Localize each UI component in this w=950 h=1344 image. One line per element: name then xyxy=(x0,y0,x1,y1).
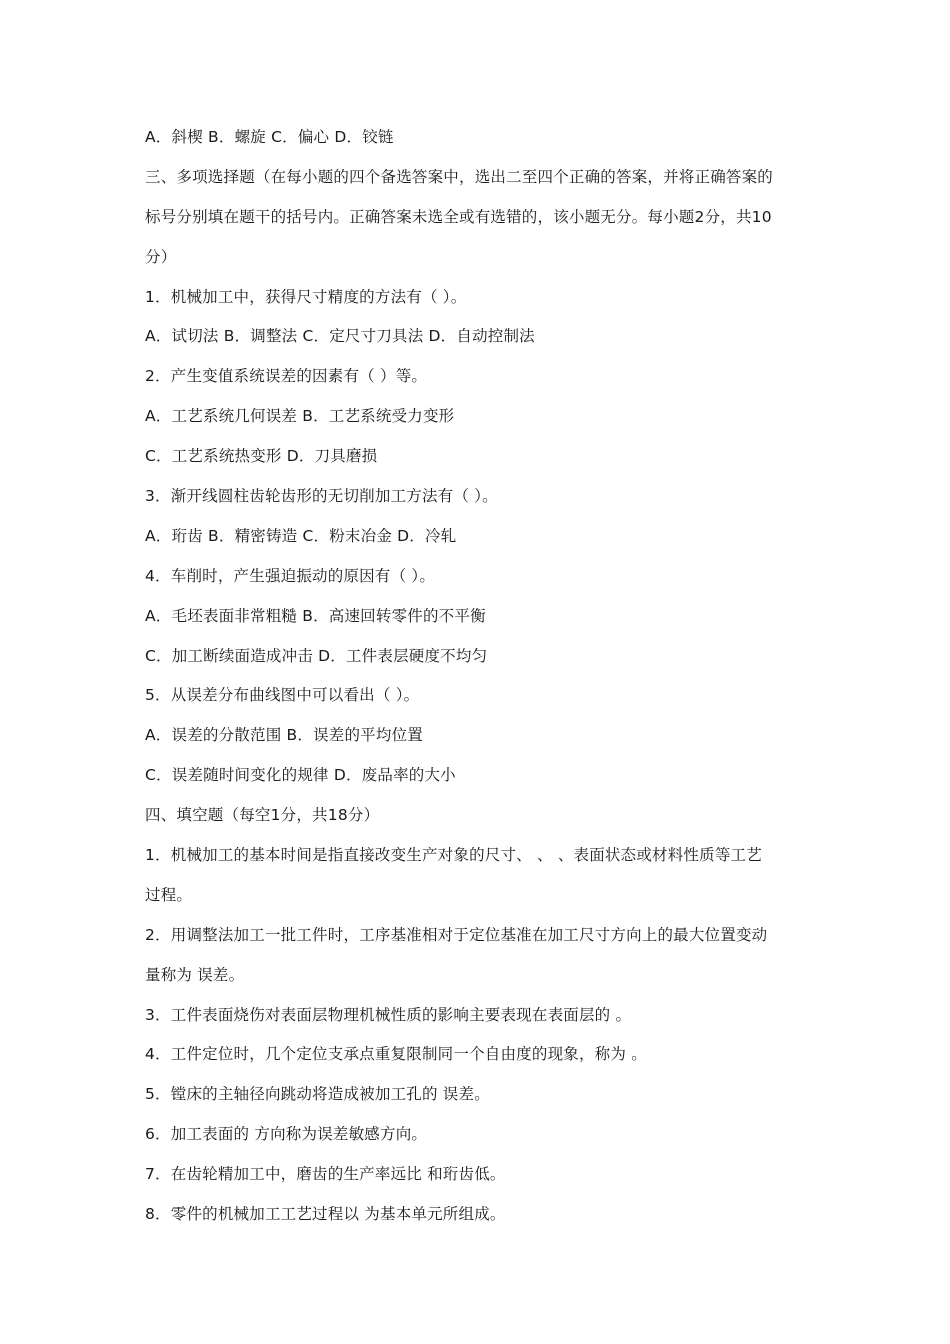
question-line: 2．产生变值系统误差的因素有（ ）等。 xyxy=(145,367,428,386)
text-line: 标号分别填在题干的括号内。正确答案未选全或有选错的，该小题无分。每小题2分，共10 xyxy=(145,207,772,226)
section-heading-multiple-choice: 三、多项选择题（在每小题的四个备选答案中，选出二至四个正确的答案，并将正确答案的 xyxy=(145,167,774,186)
text-line: 量称为 误差。 xyxy=(145,965,245,984)
question-line: 2．用调整法加工一批工件时，工序基准相对于定位基准在加工尺寸方向上的最大位置变动 xyxy=(145,925,768,944)
options-line: A．珩齿 B．精密铸造 C．粉末冶金 D．冷轧 xyxy=(145,526,457,545)
options-line: C．工艺系统热变形 D．刀具磨损 xyxy=(145,447,378,466)
question-line: 5．从误差分布曲线图中可以看出（ ）。 xyxy=(145,686,420,705)
question-line: 4．车削时，产生强迫振动的原因有（ ）。 xyxy=(145,566,436,585)
options-line: A．误差的分散范围 B．误差的平均位置 xyxy=(145,726,423,745)
question-line: 1．机械加工的基本时间是指直接改变生产对象的尺寸、 、 、表面状态或材料性质等工艺 xyxy=(145,846,762,865)
options-line: A．毛坯表面非常粗糙 B．高速回转零件的不平衡 xyxy=(145,606,486,625)
options-line: A．试切法 B．调整法 C．定尺寸刀具法 D．自动控制法 xyxy=(145,327,535,346)
question-line: 3．工件表面烧伤对表面层物理机械性质的影响主要表现在表面层的 。 xyxy=(145,1005,632,1024)
question-line: 1．机械加工中，获得尺寸精度的方法有（ ）。 xyxy=(145,287,467,306)
question-text-block xyxy=(145,118,825,1235)
text-line: A．斜楔 B．螺旋 C．偏心 D．铰链 xyxy=(145,128,394,146)
section-heading-fill-in: 四、填空题（每空1分，共18分） xyxy=(145,806,380,825)
question-line: 6．加工表面的 方向称为误差敏感方向。 xyxy=(145,1125,428,1144)
question-line: 8．零件的机械加工工艺过程以 为基本单元所组成。 xyxy=(145,1205,506,1224)
text-line: 过程。 xyxy=(145,885,193,904)
question-line: 3．渐开线圆柱齿轮齿形的无切削加工方法有（ ）。 xyxy=(145,487,498,506)
options-line: A．工艺系统几何误差 B．工艺系统受力变形 xyxy=(145,407,455,426)
options-line: C．误差随时间变化的规律 D．废品率的大小 xyxy=(145,766,456,785)
question-line: 7．在齿轮精加工中，磨齿的生产率远比 和珩齿低。 xyxy=(145,1165,506,1184)
question-line: 4．工件定位时，几个定位支承点重复限制同一个自由度的现象，称为 。 xyxy=(145,1045,647,1064)
text-line: 分） xyxy=(145,247,177,266)
options-line: C．加工断续面造成冲击 D．工件表层硬度不均匀 xyxy=(145,646,488,665)
question-line: 5．镗床的主轴径向跳动将造成被加工孔的 误差。 xyxy=(145,1085,490,1104)
